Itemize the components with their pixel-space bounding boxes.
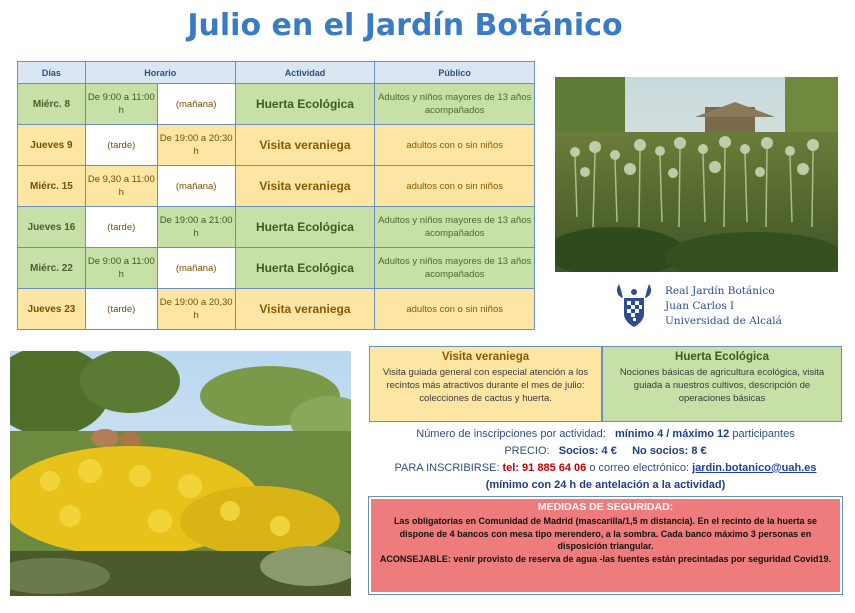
count-value: mínimo 4 / máximo 12: [614, 428, 730, 440]
period-cell: (mañana): [157, 166, 235, 207]
schedule-table: [17, 61, 535, 330]
huerta-title: Huerta Ecológica: [675, 351, 769, 363]
activity-cell: Visita veraniega: [235, 289, 375, 330]
audience-cell: Adultos y niños mayores de 13 años acompañados: [375, 248, 535, 289]
count-label: Número de inscripciones por actividad:: [416, 428, 606, 440]
university-logo: [611, 280, 811, 332]
signup-line: [369, 460, 842, 477]
notice-line: [369, 477, 842, 494]
header-audience: Público: [375, 62, 535, 84]
period-cell: (tarde): [85, 207, 157, 248]
notice-text: (mínimo con 24 h de antelación a la actividad): [485, 479, 726, 491]
day-cell: Jueves 16: [18, 207, 86, 248]
time-cell: De 9,30 a 11:00 h: [85, 166, 157, 207]
time-cell: De 19:00 a 21:00 h: [157, 207, 235, 248]
period-cell: (mañana): [157, 248, 235, 289]
visita-text: Visita guiada general con especial atención a los recintos más atractivos durante el mes de julio: colecciones de cactus y huerta.: [382, 367, 589, 404]
price-label: PRECIO:: [504, 445, 550, 457]
period-cell: (mañana): [157, 84, 235, 125]
activity-cell: Huerta Ecológica: [235, 248, 375, 289]
table-row: [18, 207, 535, 248]
table-row: [18, 248, 535, 289]
huerta-text: Nociones básicas de agricultura ecológica, visita guiada a nuestros cultivos, descripción de operaciones básicas: [619, 367, 825, 404]
registration-count-line: [369, 426, 842, 443]
flowers-photo: [10, 351, 351, 596]
crest-icon: [611, 280, 657, 330]
activity-cell: Huerta Ecológica: [235, 207, 375, 248]
safety-advice: ACONSEJABLE: venir provisto de reserva de agua -las fuentes están precintadas por seguridad Covid19.: [379, 553, 832, 564]
garden-photo: [555, 77, 838, 272]
huerta-description-box: [602, 346, 842, 422]
table-row: [18, 125, 535, 166]
table-header-row: [18, 62, 535, 84]
activity-cell: Visita veraniega: [235, 166, 375, 207]
count-suffix: participantes: [732, 428, 795, 440]
email-label: o correo electrónico:: [589, 462, 690, 474]
time-cell: De 19:00 a 20,30 h: [157, 289, 235, 330]
price-members: Socios: 4 €: [558, 445, 617, 457]
activity-cell: Huerta Ecológica: [235, 84, 375, 125]
visita-title: Visita veraniega: [441, 351, 530, 363]
header-schedule: Horario: [85, 62, 235, 84]
audience-cell: Adultos y niños mayores de 13 años acompañados: [375, 84, 535, 125]
safety-text: Las obligatorias en Comunidad de Madrid (mascarilla/1,5 m distancia). En el recinto de la huerta se dispone de 4 bancos con mesa tipo merendero, a la sombra. Cada banco máximo 3 personas en disposición triangular.: [393, 516, 818, 551]
safety-box: [369, 497, 842, 594]
header-activity: Actividad: [235, 62, 375, 84]
day-cell: Jueves 23: [18, 289, 86, 330]
registration-info: [369, 426, 842, 496]
header-days: Días: [18, 62, 86, 84]
table-row: [18, 166, 535, 207]
phone-number: tel: 91 885 64 06: [502, 462, 587, 474]
audience-cell: adultos con o sin niños: [375, 166, 535, 207]
time-cell: De 19:00 a 20:30 h: [157, 125, 235, 166]
period-cell: (tarde): [85, 289, 157, 330]
activity-cell: Visita veraniega: [235, 125, 375, 166]
price-nonmembers: No socios: 8 €: [632, 445, 707, 457]
page-title: Julio en el Jardín Botánico: [187, 8, 623, 43]
audience-cell: adultos con o sin niños: [375, 125, 535, 166]
logo-line: Juan Carlos I: [665, 300, 735, 312]
logo-line: Real Jardín Botánico: [665, 285, 775, 297]
time-cell: De 9:00 a 11:00 h: [85, 84, 157, 125]
email-link[interactable]: jardin.botanico@uah.es: [692, 462, 817, 474]
day-cell: Miérc. 15: [18, 166, 86, 207]
table-row: [18, 289, 535, 330]
signup-label: PARA INSCRIBIRSE:: [394, 462, 500, 474]
day-cell: Jueves 9: [18, 125, 86, 166]
safety-title: MEDIDAS DE SEGURIDAD:: [537, 501, 674, 513]
day-cell: Miérc. 22: [18, 248, 86, 289]
time-cell: De 9:00 a 11:00 h: [85, 248, 157, 289]
audience-cell: adultos con o sin niños: [375, 289, 535, 330]
table-row: [18, 84, 535, 125]
period-cell: (tarde): [85, 125, 157, 166]
price-line: [369, 443, 842, 460]
day-cell: Miérc. 8: [18, 84, 86, 125]
logo-line: Universidad de Alcalá: [665, 315, 782, 327]
logo-text: [665, 284, 782, 329]
audience-cell: Adultos y niños mayores de 13 años acompañados: [375, 207, 535, 248]
visita-description-box: [369, 346, 602, 422]
